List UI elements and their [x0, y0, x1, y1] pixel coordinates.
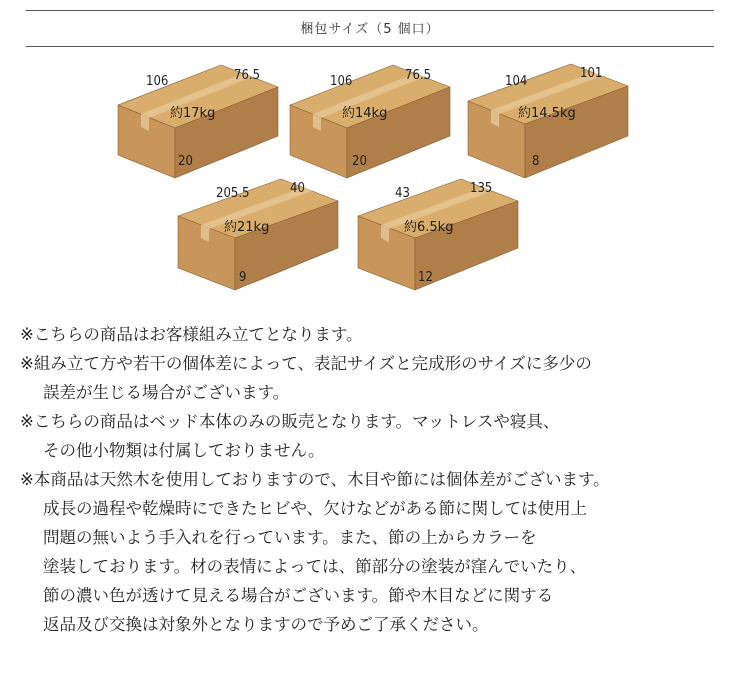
note-line: ※こちらの商品はお客様組み立てとなります。: [20, 325, 363, 344]
box-weight-label: 約14kg: [342, 106, 388, 121]
package-box-4: [178, 172, 358, 302]
note-line: 問題の無いよう手入れを行っています。また、節の上からカラーを: [43, 528, 537, 547]
box-height-label: 9: [239, 270, 247, 285]
note-bed-only: [20, 407, 730, 465]
box-depth-label: 106: [146, 74, 169, 89]
box-depth-label: 106: [330, 74, 353, 89]
note-line: 成長の過程や乾燥時にできたヒビや、欠けなどがある節に関しては使用上: [43, 499, 588, 518]
note-line: 返品及び交換は対象外となりますので予めご了承ください。: [43, 615, 489, 634]
box-weight-label: 約6.5kg: [404, 220, 454, 235]
box-weight-label: 約21kg: [224, 220, 270, 235]
package-box-3: [468, 56, 648, 186]
cardboard-box-icon: [290, 56, 470, 186]
bottom-divider: [26, 46, 714, 47]
box-depth-label: 205.5: [216, 186, 250, 201]
box-width-label: 76.5: [234, 68, 261, 83]
box-width-label: 40: [290, 181, 305, 196]
box-depth-label: 104: [505, 74, 528, 89]
top-divider: [26, 10, 714, 11]
note-line: その他小物類は付属しておりません。: [43, 441, 325, 460]
box-depth-label: 43: [395, 186, 410, 201]
note-size-variance: [20, 349, 730, 407]
box-width-label: 101: [580, 66, 603, 81]
cardboard-box-icon: [178, 172, 358, 302]
note-line: 誤差が生じる場合がございます。: [43, 383, 290, 402]
note-line: ※こちらの商品はベッド本体のみの販売となります。マットレスや寝具、: [20, 412, 560, 431]
package-box-5: [358, 172, 538, 302]
package-box-2: [290, 56, 470, 186]
package-box-1: [118, 56, 298, 186]
note-line: 塗装しております。材の表情によっては、節部分の塗装が窪んでいたり、: [43, 557, 587, 576]
cardboard-box-icon: [358, 172, 538, 302]
note-line: ※組み立て方や若干の個体差によって、表記サイズと完成形のサイズに多少の: [20, 354, 592, 373]
note-assembly: [20, 320, 730, 349]
box-height-label: 20: [352, 154, 367, 169]
box-width-label: 76.5: [405, 68, 432, 83]
box-height-label: 20: [178, 154, 193, 169]
packing-size-heading: 梱包サイズ（5 個口）: [300, 22, 440, 37]
box-weight-label: 約17kg: [170, 106, 216, 121]
cardboard-box-icon: [118, 56, 298, 186]
note-line: 節の濃い色が透けて見える場合がございます。節や木目などに関する: [43, 586, 554, 605]
note-natural-wood: [20, 465, 730, 639]
note-line: ※本商品は天然木を使用しておりますので、木目や節には個体差がございます。: [20, 470, 610, 489]
box-height-label: 8: [532, 154, 540, 169]
box-width-label: 135: [470, 181, 493, 196]
cardboard-box-icon: [468, 56, 648, 186]
product-notes: [20, 320, 730, 639]
box-weight-label: 約14.5kg: [518, 106, 576, 121]
box-height-label: 12: [418, 270, 433, 285]
